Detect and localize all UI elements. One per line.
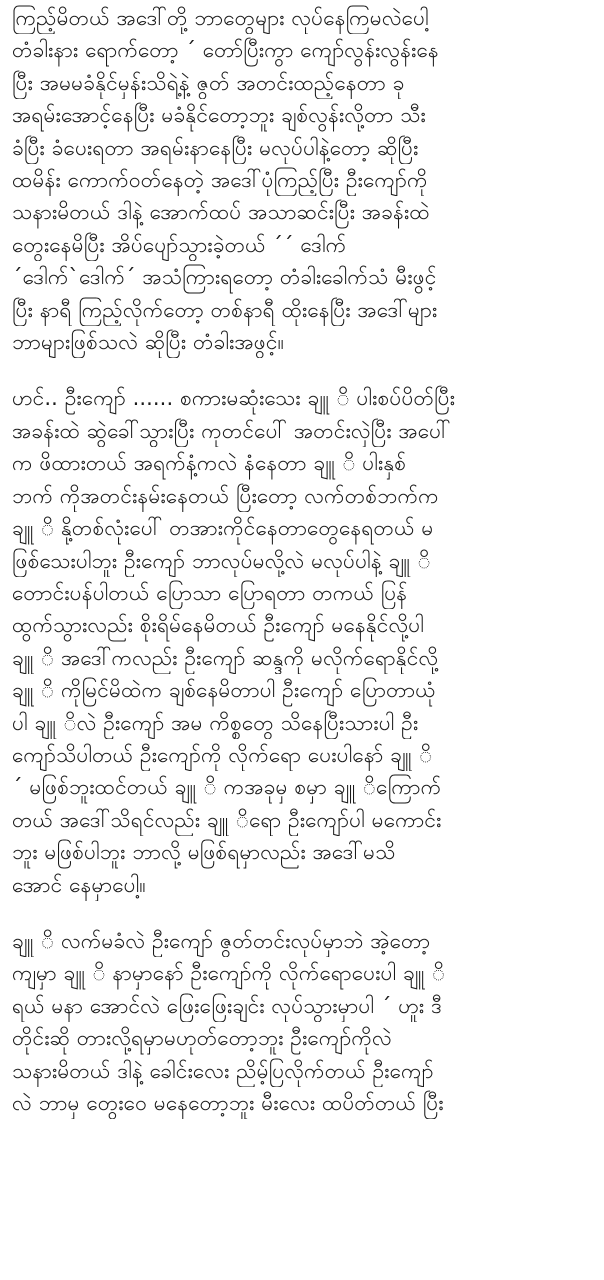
text-line: ကျမှာ ချူ ိ နာမှာနော် ဦးကျော်ကို လိုက်ရောပေးပါ ချူ ိ <box>12 961 446 986</box>
paragraph-3 <box>12 925 594 1119</box>
text-line: ဘူး မဖြစ်ပါဘူး ဘာလို့ မဖြစ်ရမှာလည်း အဒေါ်မသိ <box>12 840 396 865</box>
text-line: တယ် အဒေါ်သိရင်လည်း ချူ ိရော ဦးကျော်ပါ မကောင်း <box>12 807 442 832</box>
text-line: အရမ်းအောင့်နေပြီး မခံနိုင်တော့ဘူး ချစ်လွန်းလို့တာ သီး <box>12 103 426 128</box>
text-line: တံခါးနား ရောက်တော့ ´ တော်ပြီးကွာ ကျော်လွန်းလွန်းနေ <box>12 38 439 63</box>
text-line: ထမိန်း ကောက်ဝတ်နေတဲ့ အဒေါ်ပုံကြည့်ပြီး ဦးကျော်ကို <box>12 168 428 193</box>
text-line: ဖြစ်သေးပါဘူး ဦးကျော် ဘာလုပ်မလို့လဲ မလုပ်ပါနဲ့ ချူ ိ <box>12 548 431 573</box>
paragraph-2 <box>12 382 594 901</box>
text-line: သနားမိတယ် ဒါနဲ့ ခေါင်းလေး ညိမ့်ပြလိုက်တယ် ဦးကျော် <box>12 1058 434 1083</box>
text-line: တွေးနေမိပြီး အိပ်ပျော်သွားခဲ့တယ် ´´ ဒေါက် <box>12 232 347 257</box>
text-line: ကြည့်မိတယ် အဒေါ်တို့ ဘာတွေများ လုပ်နေကြမလဲပေါ့ <box>12 6 429 30</box>
text-line: တိုင်းဆို တားလို့ရမှာမဟုတ်တော့ဘူး ဦးကျော်ကိုလဲ <box>12 1026 392 1051</box>
text-line: ရယ် မနာ အောင်လဲ ဖြေးဖြေးချင်း လုပ်သွားမှာပါ ´ ဟူး ဒီ <box>12 993 443 1018</box>
text-line: ဘက် ကိုအတင်းနမ်းနေတယ် ပြီးတော့ လက်တစ်ဘက်က <box>12 483 439 508</box>
text-line: အောင် နေမှာပေါ့။ <box>12 872 146 897</box>
text-line: ချူ ိ အဒေါ်ကလည်း ဦးကျော် ဆန္ဒကို မလိုက်ရောနိုင်လို့ <box>12 645 439 670</box>
text-line: တောင်းပန်ပါတယ် ပြောသာ ပြောရတာ တကယ် ပြန် <box>12 580 408 605</box>
text-line: ဘာများဖြစ်သလဲ ဆိုပြီး တံခါးအဖွင့်။ <box>12 330 285 355</box>
text-line: ချူ ိ နို့တစ်လုံးပေါ် တအားကိုင်နေတာတွေနေရတယ် မ <box>12 516 434 541</box>
text-line: ထွက်သွားလည်း စိုးရိမ်နေမိတယ် ဦးကျော် မနေနိုင်လို့ပါ <box>12 613 425 638</box>
text-line: ချူ ိ ကိုမြင်မိထဲက ချစ်နေမိတာပါ ဦးကျော် ပြောတာယုံ <box>12 678 436 703</box>
text-line: သနားမိတယ် ဒါနဲ့ အောက်ထပ် အသာဆင်းပြီး အခန်းထဲ <box>12 200 430 225</box>
text-line: အခန်းထဲ ဆွဲခေါ်သွားပြီး ကုတင်ပေါ် အတင်းလှဲပြီး အပေါ် <box>12 418 451 443</box>
text-line: ´ဒေါက်`ဒေါက်´ အသံကြားရတော့ တံခါးခေါက်သံ မီးဖွင့် <box>12 265 437 290</box>
paragraph-1 <box>12 2 594 358</box>
text-line: ဟင်.. ဦးကျော် ...... စကားမဆုံးသေး ချူ ိ ပါးစပ်ပိတ်ပြီး <box>12 386 456 411</box>
text-line: ´ မဖြစ်ဘူးထင်တယ် ချူ ိ ကအခုမှ စမှာ ချူ ိကြောက် <box>12 775 442 800</box>
text-line: ပြီး နာရီ ကြည့်လိုက်တော့ တစ်နာရီ ထိုးနေပြီး အဒေါ်များ <box>12 297 438 322</box>
text-line: လဲ ဘာမှ တွေးဝေ မနေတော့ဘူး မီးလေး ထပိတ်တယ် ပြီး <box>12 1091 444 1115</box>
text-line: ကျော်သိပါတယ် ဦးကျော်ကို လိုက်ရော ပေးပါနော် ချူ ိ <box>12 742 433 767</box>
text-line: က ဖိထားတယ် အရက်နံ့ကလဲ နံနေတာ ချူ ိ ပါးနှစ် <box>12 451 407 476</box>
text-line: ချူ ိ လက်မခံလဲ ဦးကျော် ဇွတ်တင်းလုပ်မှာဘဲ အဲ့တော့ <box>12 928 431 953</box>
text-line: ပြီး အမမခံနိုင်မှန်းသိရဲ့နဲ့ ဇွတ် အတင်းထည့်နေတာ ခု <box>12 70 405 95</box>
text-line: ခံပြီး ခံပေးရတာ အရမ်းနာနေပြီး မလုပ်ပါနဲ့တော့ ဆိုပြီး <box>12 135 419 160</box>
text-line: ပါ ချူ ိလဲ ဦးကျော် အမ ကိစ္စတွေ သိနေပြီးသားပါ ဦး <box>12 710 419 735</box>
